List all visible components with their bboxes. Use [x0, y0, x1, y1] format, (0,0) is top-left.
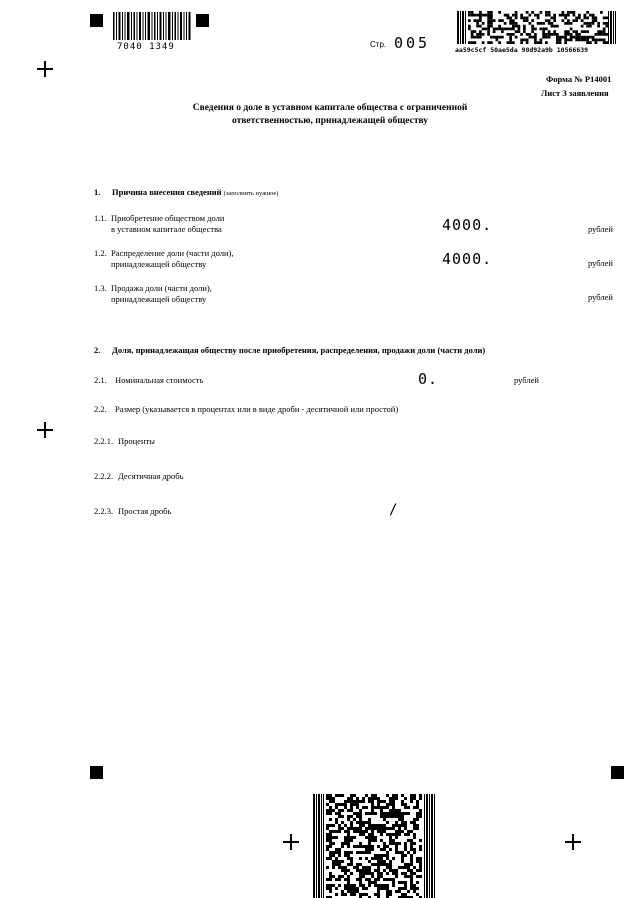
item-1-1-value[interactable]: 4000. [442, 216, 493, 234]
item-1-2-line1: Распределение доли (части доли), [111, 248, 234, 258]
corner-marker-bottom-left [90, 766, 103, 779]
item-1-3-unit: рублей [588, 292, 613, 302]
item-1-2-label [111, 248, 233, 270]
top-2d-barcode [457, 11, 616, 44]
section2-heading: Доля, принадлежащая обществу после приобретения, распределения, продажи доли (части доли) [112, 345, 486, 355]
section1-number: 1. [94, 187, 101, 197]
bottom-2d-barcode [313, 794, 435, 898]
item-1-2-number: 1.2. [94, 248, 107, 258]
item-1-3-label [111, 283, 212, 305]
registration-cross-bottom-right [565, 834, 581, 850]
barcode-number: 7040 1349 [117, 42, 175, 52]
section1-heading-row [112, 187, 278, 199]
item-1-2-unit: рублей [588, 258, 613, 268]
registration-cross-top-left [37, 61, 53, 77]
item-1-3-line2: принадлежащей обществу [111, 294, 207, 304]
item-2-1-label: Номинальная стоимость [115, 375, 204, 385]
item-2-1-unit: рублей [514, 375, 539, 385]
form-number: Форма № Р14001 [546, 74, 612, 84]
top-code-text: aa59c5cf 50ae5da 98d92a9b 10566639 [455, 46, 589, 54]
item-1-2-value[interactable]: 4000. [442, 250, 493, 268]
corner-marker-bottom-right [611, 766, 624, 779]
form-title-line1: Сведения о доле в уставном капитале общества с ограниченной [192, 103, 468, 113]
form-title-line2: ответственностью, принадлежащей обществу [231, 116, 429, 126]
form-title [150, 102, 510, 128]
corner-marker-top-middle [196, 14, 209, 27]
item-1-1-label [111, 213, 224, 235]
fraction-separator[interactable]: / [389, 502, 398, 518]
item-1-1-line2: в уставном капитале общества [111, 224, 222, 234]
item-2-2-2-number: 2.2.2. [94, 471, 114, 481]
item-1-3-line1: Продажа доли (части доли), [111, 283, 212, 293]
corner-marker-top-left [90, 14, 103, 27]
item-1-3-number: 1.3. [94, 283, 107, 293]
item-1-2-line2: принадлежащей обществу [111, 259, 207, 269]
section1-heading: Причина внесения сведений [112, 187, 222, 197]
item-2-2-1-number: 2.2.1. [94, 436, 114, 446]
item-2-2-3-number: 2.2.3. [94, 506, 114, 516]
item-2-1-number: 2.1. [94, 375, 107, 385]
item-2-1-value[interactable]: 0. [418, 370, 439, 388]
item-1-1-unit: рублей [588, 224, 613, 234]
item-2-2-3-label: Простая дробь [118, 506, 172, 516]
item-2-2-number: 2.2. [94, 404, 107, 414]
section1-note: (заполнить нужное) [223, 190, 279, 197]
sheet-label: Лист З заявления [541, 88, 609, 98]
page-number: 005 [394, 34, 431, 52]
item-1-1-number: 1.1. [94, 213, 107, 223]
page-label: Стр. [370, 40, 387, 49]
item-2-2-2-label: Десятичная дробь [118, 471, 184, 481]
item-2-2-label: Размер (указывается в процентах или в виде дроби - десятичной или простой) [115, 404, 399, 414]
section2-number: 2. [94, 345, 101, 355]
registration-cross-mid-left [37, 422, 53, 438]
top-barcode [113, 12, 191, 40]
item-1-1-line1: Приобретение обществом доли [111, 213, 225, 223]
registration-cross-bottom-left [283, 834, 299, 850]
item-2-2-1-label: Проценты [118, 436, 155, 446]
